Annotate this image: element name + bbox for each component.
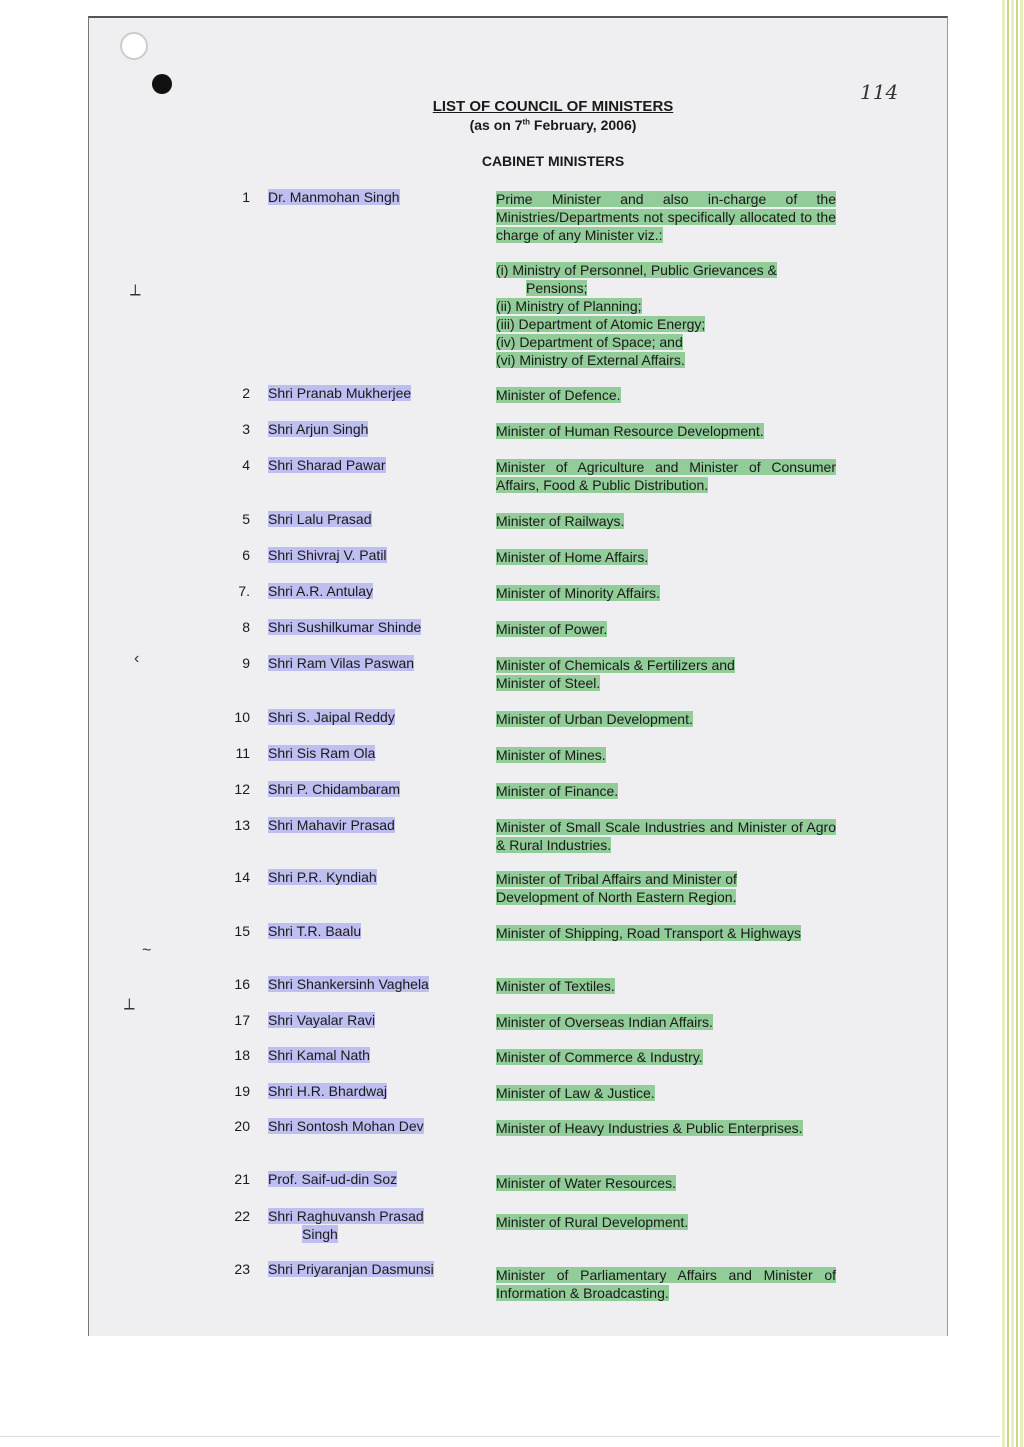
minister-name-text: Dr. Manmohan Singh <box>268 189 400 205</box>
row-number: 21 <box>234 1171 250 1187</box>
portfolio-text: Minister of Finance. <box>496 783 619 799</box>
portfolio <box>496 458 836 494</box>
minister-name-text: Shri Mahavir Prasad <box>268 817 395 833</box>
row-number: 11 <box>235 745 250 761</box>
row-number: 4 <box>242 457 250 473</box>
portfolio-text: Minister of Urban Development. <box>496 711 693 727</box>
portfolio <box>496 1013 836 1031</box>
row-number: 22 <box>234 1208 250 1224</box>
portfolio <box>496 422 836 440</box>
pm-ministry-item <box>496 351 841 369</box>
scan-bottom-rule <box>0 1436 1000 1437</box>
portfolio-text: Minister of Power. <box>496 621 608 637</box>
page-edge-stripes <box>1002 0 1024 1447</box>
row-number: 10 <box>234 709 250 725</box>
portfolio <box>496 818 836 854</box>
date-prefix: (as on 7 <box>469 117 523 133</box>
minister-name-text: Shri Shivraj V. Patil <box>268 547 387 563</box>
document-date <box>0 117 1024 133</box>
minister-name <box>268 708 458 726</box>
row-number: 5 <box>242 511 250 527</box>
portfolio-text: Minister of Minority Affairs. <box>496 585 660 601</box>
minister-name <box>268 1046 458 1064</box>
minister-name <box>268 188 458 206</box>
row-number: 19 <box>234 1083 250 1099</box>
minister-name-text: Shri Sharad Pawar <box>268 457 386 473</box>
scan-mark: ⟂ <box>130 282 141 299</box>
minister-name-text: Shri Priyaranjan Dasmunsi <box>268 1261 434 1277</box>
row-number: 16 <box>234 976 250 992</box>
portfolio <box>496 386 836 404</box>
portfolio <box>496 782 836 800</box>
date-ordinal: th <box>522 117 531 127</box>
row-number: 2 <box>242 385 250 401</box>
minister-name-text: Shri Kamal Nath <box>268 1047 370 1063</box>
minister-name <box>268 922 458 940</box>
portfolio <box>496 1213 836 1231</box>
scan-mark: ‹ <box>134 650 140 667</box>
portfolio <box>496 1119 836 1137</box>
row-number: 23 <box>234 1261 250 1277</box>
row-number: 6 <box>242 547 250 563</box>
portfolio-text: Minister of Overseas Indian Affairs. <box>496 1014 713 1030</box>
minister-name <box>268 780 458 798</box>
minister-name <box>268 582 458 600</box>
minister-name <box>268 1011 458 1029</box>
row-number: 9 <box>242 655 250 671</box>
minister-name-text: Shri A.R. Antulay <box>268 583 374 599</box>
minister-name-text: Shri Raghuvansh Prasad <box>268 1208 424 1224</box>
minister-name <box>268 654 458 672</box>
portfolio-text: Minister of Human Resource Development. <box>496 423 764 439</box>
minister-name <box>268 618 458 636</box>
minister-name-text: Shri Ram Vilas Paswan <box>268 655 415 671</box>
row-number: 13 <box>234 817 250 833</box>
minister-name-text: Shri Arjun Singh <box>268 421 369 437</box>
row-number: 1 <box>242 189 250 205</box>
minister-name <box>268 816 458 834</box>
row-number: 15 <box>234 923 250 939</box>
row-number: 20 <box>234 1118 250 1134</box>
punch-hole-empty <box>120 32 148 60</box>
minister-name <box>268 546 458 564</box>
minister-name <box>268 384 458 402</box>
portfolio-text: Minister of Agriculture and Minister of Consumer Affairs, Food & Public Distribution. <box>496 459 836 493</box>
portfolio-text: Prime Minister and also in-charge of the Ministries/Departments not specifically allocated to the charge of any Minister viz.: <box>496 191 836 243</box>
portfolio-text: Minister of Textiles. <box>496 978 615 994</box>
minister-name <box>268 1082 458 1100</box>
minister-name <box>268 420 458 438</box>
pm-ministry-item <box>496 315 841 333</box>
minister-name-text: Prof. Saif-ud-din Soz <box>268 1171 398 1187</box>
minister-name-text: Shri Lalu Prasad <box>268 511 372 527</box>
portfolio-text: Minister of Tribal Affairs and Minister of Development of North Eastern Region. <box>496 871 737 905</box>
minister-name-text: Shri Pranab Mukherjee <box>268 385 412 401</box>
pm-ministry-item <box>496 261 841 279</box>
document-title <box>0 98 1024 115</box>
portfolio <box>496 584 836 602</box>
row-number: 18 <box>234 1047 250 1063</box>
portfolio <box>496 1174 836 1192</box>
pm-ministry-item-text: (vi) Ministry of External Affairs. <box>496 352 685 368</box>
minister-name-text: Shri S. Jaipal Reddy <box>268 709 395 725</box>
minister-name <box>268 975 458 993</box>
portfolio <box>496 1048 836 1066</box>
portfolio <box>496 1084 836 1102</box>
minister-name-text: Shri Sontosh Mohan Dev <box>268 1118 424 1134</box>
minister-name-text: Shri Sis Ram Ola <box>268 745 376 761</box>
minister-name-text: Shri P. Chidambaram <box>268 781 401 797</box>
pm-ministry-item <box>496 333 841 351</box>
minister-name <box>268 1170 458 1188</box>
minister-name <box>268 456 458 474</box>
portfolio <box>496 710 836 728</box>
document-title-text: LIST OF COUNCIL OF MINISTERS <box>432 98 674 115</box>
portfolio <box>496 512 836 530</box>
scan-mark: ⟂ <box>124 996 135 1013</box>
row-number: 7. <box>238 583 250 599</box>
portfolio <box>496 977 836 995</box>
minister-name-text: Shri Vayalar Ravi <box>268 1012 376 1028</box>
minister-name <box>268 510 458 528</box>
section-heading: CABINET MINISTERS <box>481 153 625 169</box>
minister-name <box>268 1117 458 1135</box>
minister-name <box>268 868 458 886</box>
portfolio <box>496 1266 836 1302</box>
portfolio-text: Minister of Mines. <box>496 747 606 763</box>
portfolio <box>496 656 786 692</box>
row-number: 14 <box>234 869 250 885</box>
pm-ministry-item-text: (iii) Department of Atomic Energy; <box>496 316 706 332</box>
pm-ministry-item-text: (iv) Department of Space; and <box>496 334 683 350</box>
portfolio-text: Minister of Rural Development. <box>496 1214 689 1230</box>
minister-name <box>268 1207 458 1225</box>
scan-mark: ~ <box>142 942 152 959</box>
portfolio <box>496 746 836 764</box>
handwritten-page-number: 114 <box>860 80 899 104</box>
portfolio-text: Minister of Defence. <box>496 387 621 403</box>
pm-ministry-list <box>496 261 841 369</box>
portfolio <box>496 870 786 906</box>
row-number: 12 <box>234 781 250 797</box>
portfolio <box>496 548 836 566</box>
portfolio-text: Minister of Commerce & Industry. <box>496 1049 703 1065</box>
portfolio-text: Minister of Shipping, Road Transport & Highways <box>496 925 802 941</box>
minister-name-line2: Singh <box>302 1226 338 1242</box>
date-suffix: February, 2006) <box>530 117 637 133</box>
portfolio-text: Minister of Parliamentary Affairs and Minister of Information & Broadcasting. <box>496 1267 836 1301</box>
row-number: 8 <box>242 619 250 635</box>
minister-name-text: Shri H.R. Bhardwaj <box>268 1083 388 1099</box>
pm-ministry-item-text: (ii) Ministry of Planning; <box>496 298 642 314</box>
portfolio <box>496 190 836 244</box>
minister-name-text: Shri Shankersinh Vaghela <box>268 976 429 992</box>
portfolio-text: Minister of Heavy Industries & Public Enterprises. <box>496 1120 803 1136</box>
portfolio-text: Minister of Chemicals & Fertilizers and Minister of Steel. <box>496 657 735 691</box>
portfolio <box>496 620 836 638</box>
pm-ministry-item-text: Pensions; <box>526 280 588 296</box>
pm-ministry-item-text: (i) Ministry of Personnel, Public Grievances & <box>496 262 777 278</box>
pm-ministry-item <box>496 297 841 315</box>
minister-name-text: Shri Sushilkumar Shinde <box>268 619 422 635</box>
minister-name <box>268 1260 458 1278</box>
portfolio-text: Minister of Law & Justice. <box>496 1085 655 1101</box>
portfolio-text: Minister of Water Resources. <box>496 1175 676 1191</box>
pm-ministry-item <box>496 279 841 297</box>
portfolio-text: Minister of Small Scale Industries and Minister of Agro & Rural Industries. <box>496 819 836 853</box>
minister-name-text: Shri T.R. Baalu <box>268 923 362 939</box>
portfolio-text: Minister of Home Affairs. <box>496 549 649 565</box>
portfolio-text: Minister of Railways. <box>496 513 625 529</box>
row-number: 3 <box>242 421 250 437</box>
portfolio <box>496 924 836 942</box>
punch-hole-filled <box>152 74 172 94</box>
minister-name-text: Shri P.R. Kyndiah <box>268 869 377 885</box>
minister-name <box>268 744 458 762</box>
row-number: 17 <box>234 1012 250 1028</box>
